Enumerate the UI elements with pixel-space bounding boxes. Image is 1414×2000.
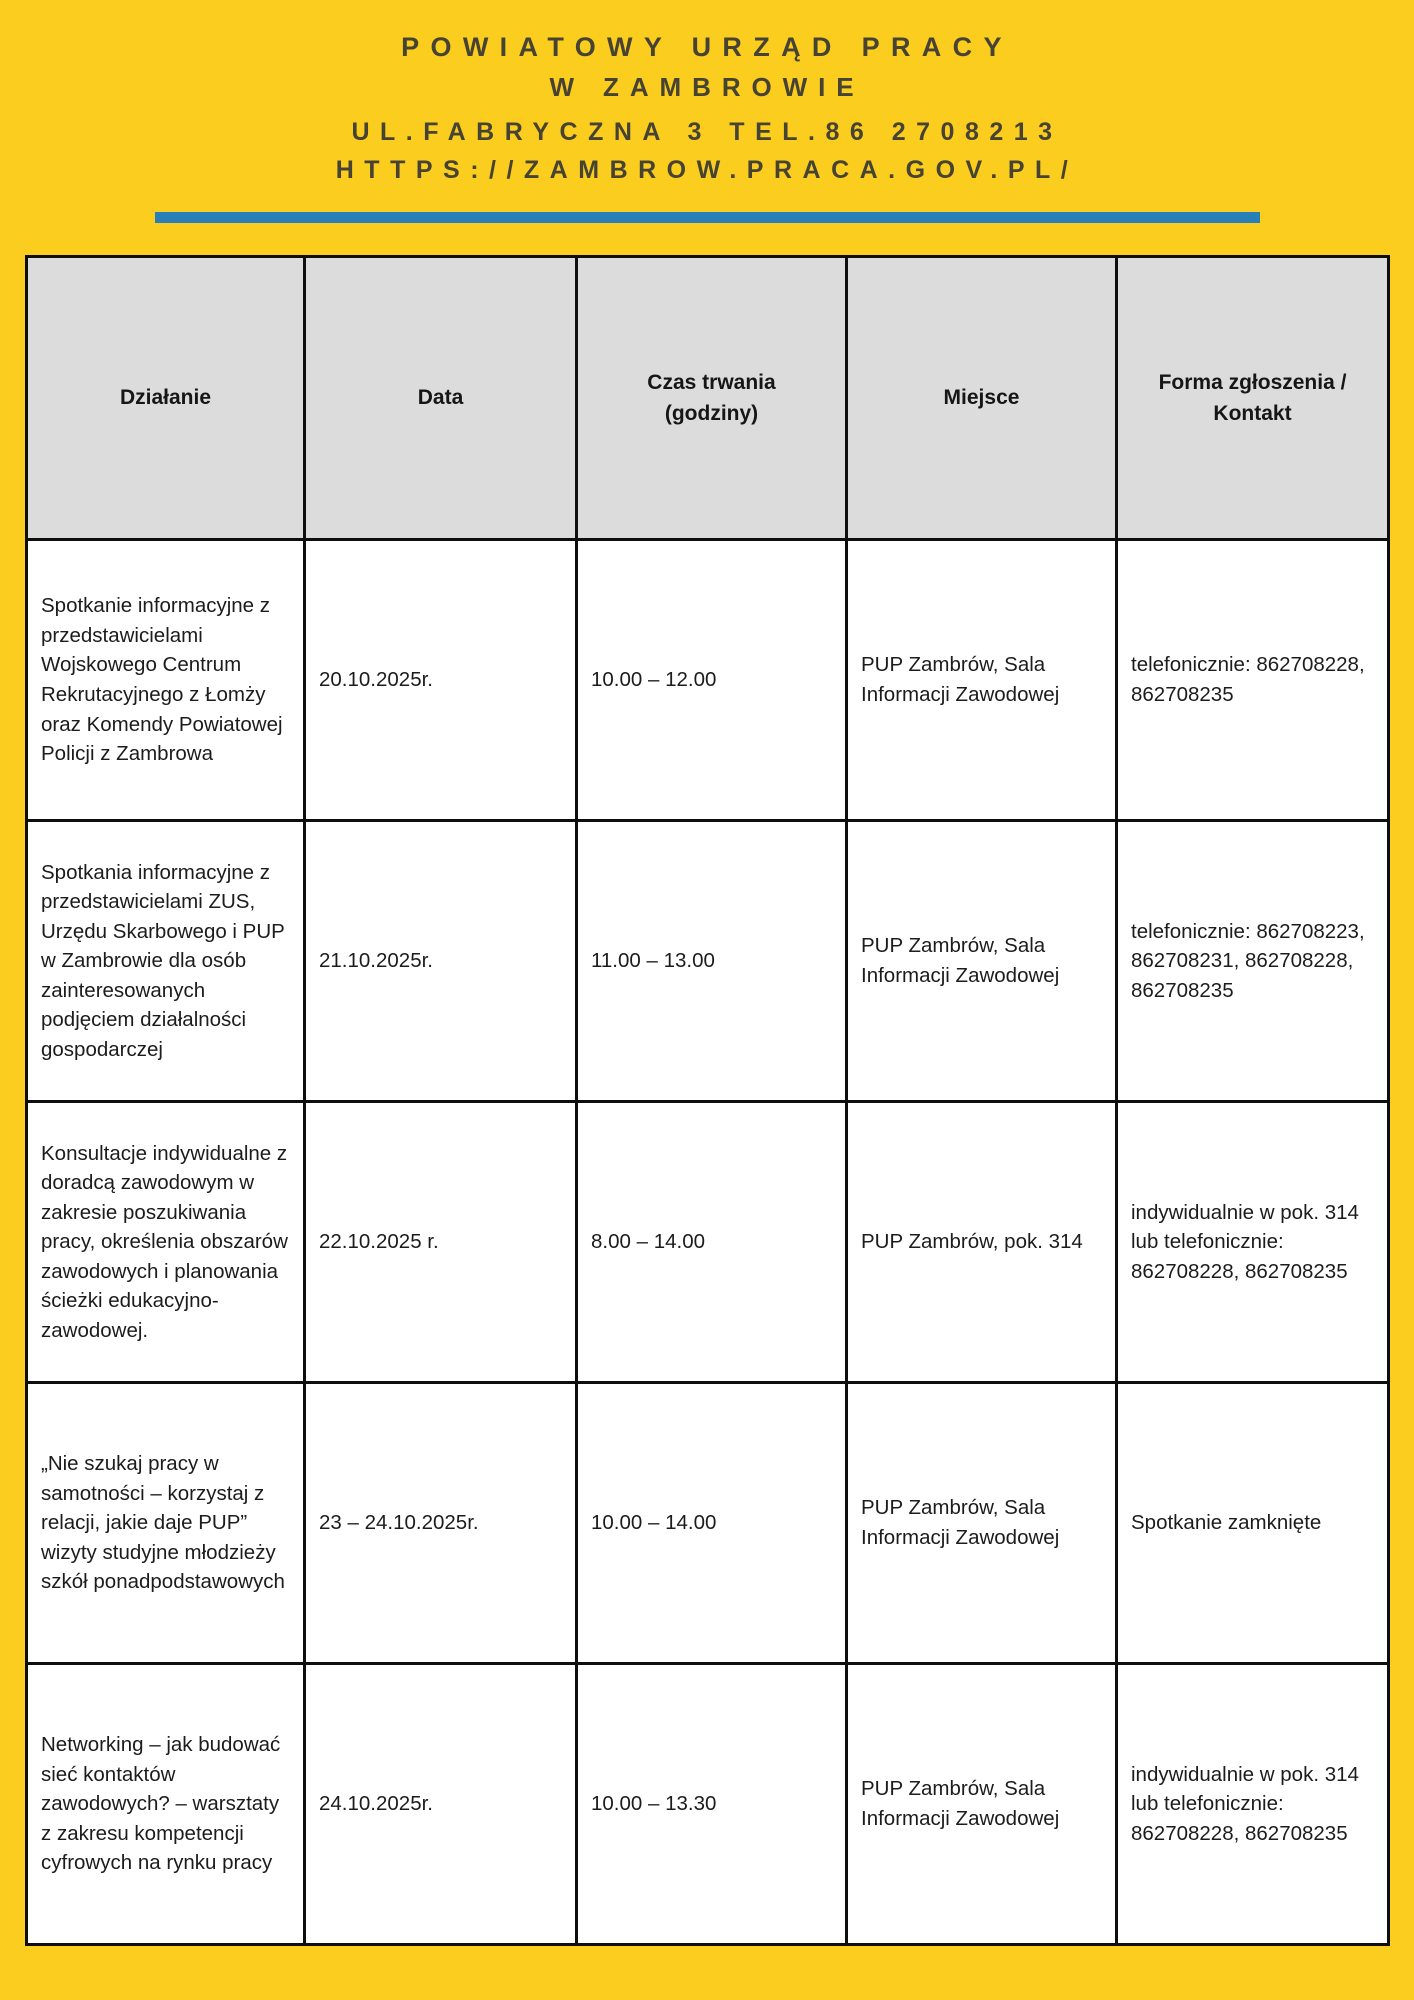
cell-miejsce: PUP Zambrów, Sala Informacji Zawodowej — [847, 1383, 1117, 1664]
cell-dzialanie: Spotkanie informacyjne z przedstawicielami Wojskowego Centrum Rekrutacyjnego z Łomży oraz Komendy Powiatowej Policji z Zambrowa — [27, 540, 305, 821]
cell-kontakt: indywidualnie w pok. 314 lub telefonicznie: 862708228, 862708235 — [1117, 1664, 1389, 1945]
cell-data: 24.10.2025r. — [305, 1664, 577, 1945]
cell-data: 20.10.2025r. — [305, 540, 577, 821]
column-header-czas-trwania: Czas trwania (godziny) — [577, 257, 847, 540]
cell-czas: 10.00 – 14.00 — [577, 1383, 847, 1664]
column-header-miejsce: Miejsce — [847, 257, 1117, 540]
table-row — [27, 1383, 1389, 1664]
cell-dzialanie: Spotkania informacyjne z przedstawicielami ZUS, Urzędu Skarbowego i PUP w Zambrowie dla osób zainteresowanych podjęciem działalności gospodarczej — [27, 821, 305, 1102]
cell-czas: 8.00 – 14.00 — [577, 1102, 847, 1383]
cell-dzialanie: „Nie szukaj pracy w samotności – korzystaj z relacji, jakie daje PUP” wizyty studyjne młodzieży szkół ponadpodstawowych — [27, 1383, 305, 1664]
cell-data: 22.10.2025 r. — [305, 1102, 577, 1383]
cell-kontakt: Spotkanie zamknięte — [1117, 1383, 1389, 1664]
column-header-forma-zgloszenia: Forma zgłoszenia / Kontakt — [1117, 257, 1389, 540]
table-row — [27, 1664, 1389, 1945]
org-address-phone: UL.FABRYCZNA 3 TEL.86 2708213 — [351, 118, 1063, 146]
cell-czas: 11.00 – 13.00 — [577, 821, 847, 1102]
org-name-line1: POWIATOWY URZĄD PRACY — [401, 32, 1013, 62]
schedule-table — [25, 255, 1390, 1946]
org-website: HTTPS://ZAMBROW.PRACA.GOV.PL/ — [335, 156, 1079, 184]
column-header-data: Data — [305, 257, 577, 540]
cell-data: 21.10.2025r. — [305, 821, 577, 1102]
cell-dzialanie: Konsultacje indywidualne z doradcą zawodowym w zakresie poszukiwania pracy, określenia obszarów zawodowych i planowania ścieżki edukacyjno-zawodowej. — [27, 1102, 305, 1383]
divider-bar — [155, 212, 1260, 223]
cell-kontakt: telefonicznie: 862708228, 862708235 — [1117, 540, 1389, 821]
table-header-row — [27, 257, 1389, 540]
table-row — [27, 540, 1389, 821]
cell-czas: 10.00 – 12.00 — [577, 540, 847, 821]
table-row — [27, 821, 1389, 1102]
cell-miejsce: PUP Zambrów, Sala Informacji Zawodowej — [847, 540, 1117, 821]
cell-miejsce: PUP Zambrów, Sala Informacji Zawodowej — [847, 821, 1117, 1102]
cell-kontakt: indywidualnie w pok. 314 lub telefonicznie: 862708228, 862708235 — [1117, 1102, 1389, 1383]
cell-czas: 10.00 – 13.30 — [577, 1664, 847, 1945]
cell-dzialanie: Networking – jak budować sieć kontaktów zawodowych? – warsztaty z zakresu kompetencji cyfrowych na rynku pracy — [27, 1664, 305, 1945]
column-header-dzialanie: Działanie — [27, 257, 305, 540]
cell-miejsce: PUP Zambrów, Sala Informacji Zawodowej — [847, 1664, 1117, 1945]
org-name-line2: W ZAMBROWIE — [549, 72, 865, 102]
cell-data: 23 – 24.10.2025r. — [305, 1383, 577, 1664]
cell-miejsce: PUP Zambrów, pok. 314 — [847, 1102, 1117, 1383]
letterhead — [0, 0, 1414, 223]
cell-kontakt: telefonicznie: 862708223, 862708231, 862708228, 862708235 — [1117, 821, 1389, 1102]
table-row — [27, 1102, 1389, 1383]
